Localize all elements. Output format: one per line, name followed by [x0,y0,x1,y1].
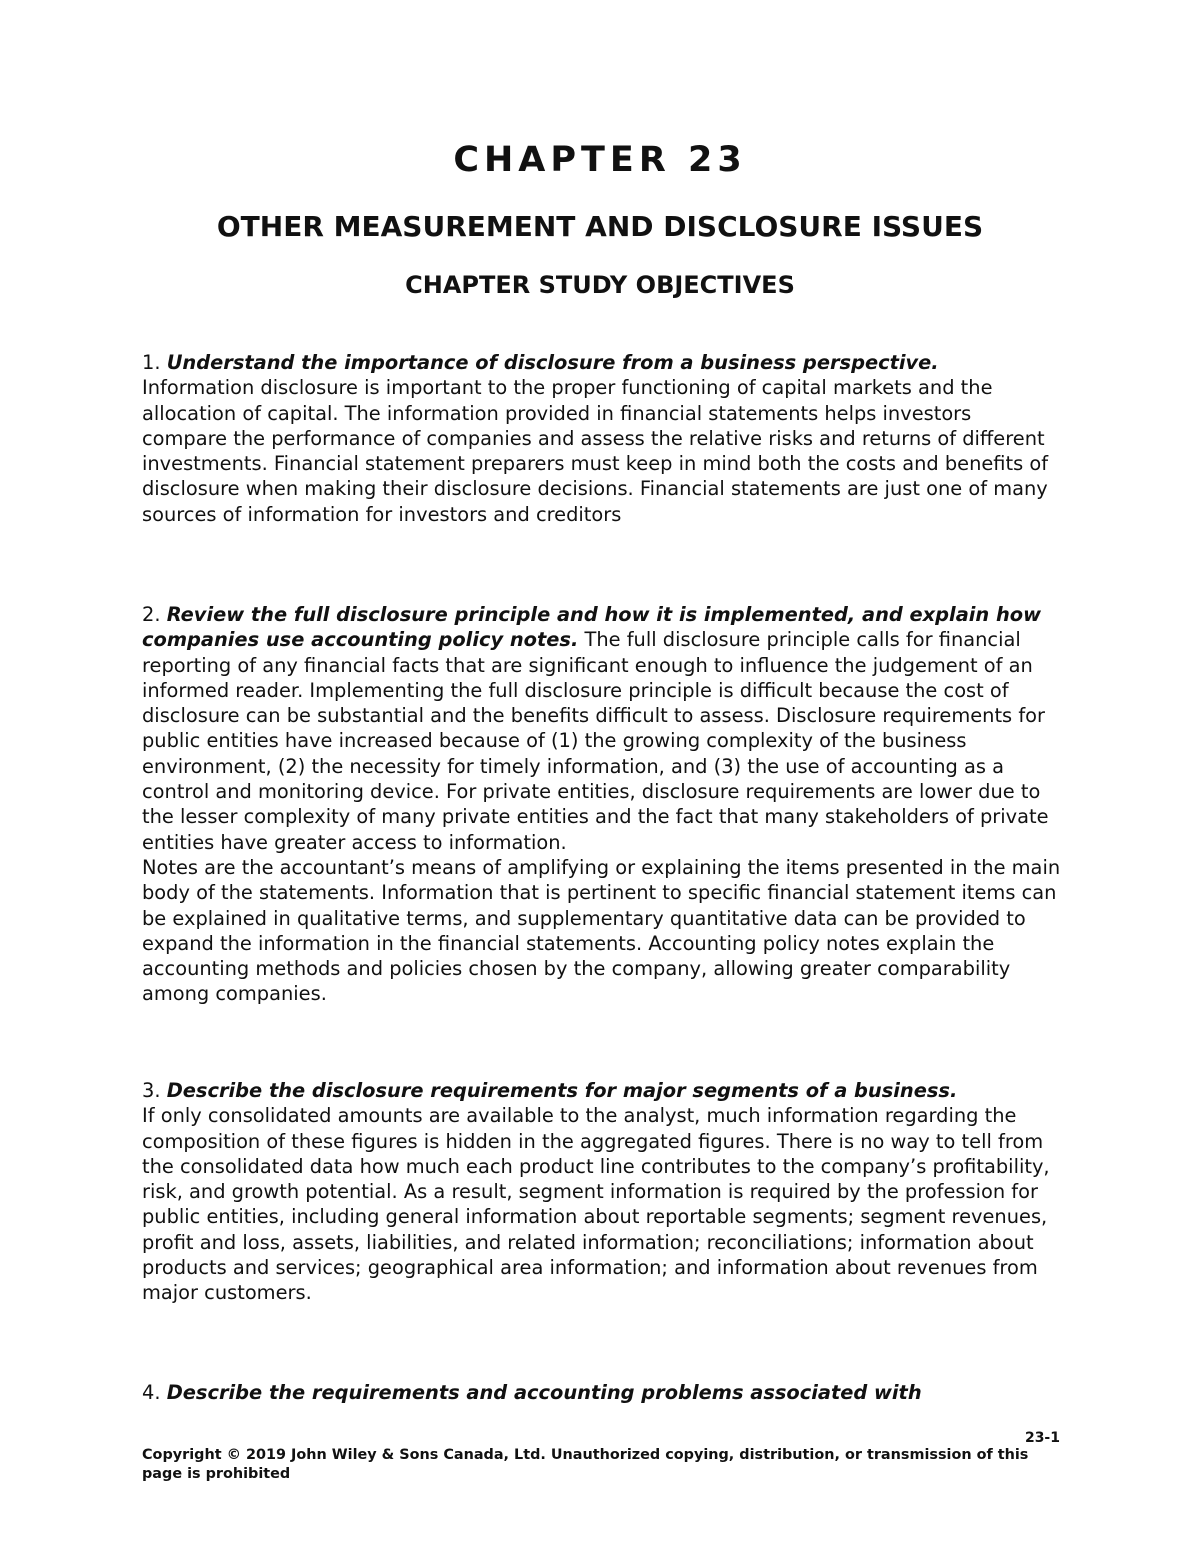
objective-4 [142,1380,1062,1405]
objective-4-paragraph-1 [142,1380,1062,1405]
objective-2-body-1: The full disclosure principle calls for financial reporting of any financial facts that are significant enough to influence the judgement of an informed reader. Implementing the full disclosure principle is difficult because the cost of disclosure can be substantial and the benefits difficult to assess. Disclosure requirements for public entities have increased because of (1) the growing complexity of the business environment, (2) the necessity for timely information, and (3) the use of accounting as a control and monitoring device. For private entities, disclosure requirements are lower due to the lesser complexity of many private entities and the fact that many stakeholders of private entities have greater access to information. [142,628,1049,854]
objective-3-body: If only consolidated amounts are available to the analyst, much information regarding the composition of these figures is hidden in the aggregated figures. There is no way to tell from the consolidated data how much each product line contributes to the company’s profitability, risk, and growth potential. As a result, segment information is required by the profession for public entities, including general information about reportable segments; segment revenues, profit and loss, assets, liabilities, and related information; reconciliations; information about products and services; geographical area information; and information about revenues from major customers. [142,1104,1050,1305]
objective-1-number: 1. [142,351,161,374]
objective-3-paragraph-1 [142,1078,1062,1306]
page-number: 23-1 [1024,1430,1060,1446]
section-heading: CHAPTER STUDY OBJECTIVES [405,271,795,299]
objective-1-paragraph-1 [142,350,1062,527]
chapter-number: CHAPTER 23 [453,140,747,180]
objective-3-number: 3. [142,1079,161,1102]
objective-1-title: Understand the importance of disclosure from a business perspective. [166,351,939,374]
objective-4-title: Describe the requirements and accounting problems associated with [166,1381,922,1404]
objective-3 [142,1078,1062,1306]
objective-2-number: 2. [142,603,161,626]
objective-1-body: Information disclosure is important to the proper functioning of capital markets and the allocation of capital. The information provided in financial statements helps investors compare the performance of companies and assess the relative risks and returns of different investments. Financial statement preparers must keep in mind both the costs and benefits of disclosure when making their disclosure decisions. Financial statements are just one of many sources of information for investors and creditors [142,376,1049,526]
objective-2-paragraph-2: Notes are the accountant’s means of amplifying or explaining the items presented in the main body of the statements. Information that is pertinent to specific financial statement items can be explained in qualitative terms, and supplementary quantitative data can be provided to expand the information in the financial statements. Accounting policy notes explain the accounting methods and policies chosen by the company, allowing greater comparability among companies. [142,855,1061,1006]
copyright-notice: Copyright © 2019 John Wiley & Sons Canada, Ltd. Unauthorized copying, distribution, or transmission of this page is prohibited [142,1447,1029,1482]
objective-4-number: 4. [142,1381,161,1404]
objective-3-title: Describe the disclosure requirements for major segments of a business. [166,1079,958,1102]
objective-1 [142,350,1062,527]
objective-2-title: Review the full disclosure principle and how it is implemented, and explain how companies use accounting policy notes. [142,603,1042,652]
objective-2-paragraph-1 [142,602,1062,855]
objective-2 [142,602,1062,1007]
chapter-title: OTHER MEASUREMENT AND DISCLOSURE ISSUES [216,210,984,243]
